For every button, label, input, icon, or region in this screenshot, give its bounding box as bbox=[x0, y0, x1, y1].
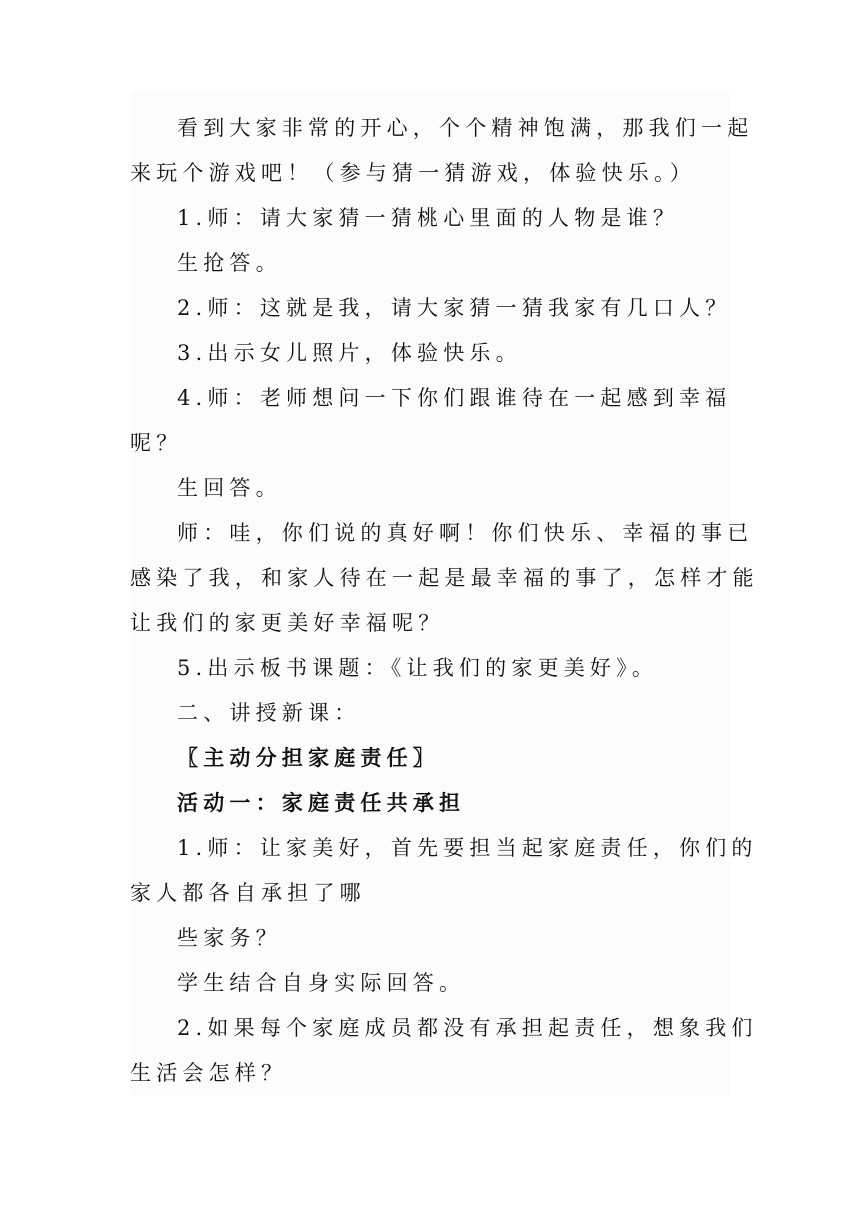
activity-heading: 活动一：家庭责任共承担 bbox=[177, 790, 466, 815]
text-line: 学生结合自身实际回答。 bbox=[177, 971, 466, 995]
text-line: 2.如果每个家庭成员都没有承担起责任，想象我们 bbox=[177, 1016, 758, 1040]
section-heading: 二、讲授新课： bbox=[177, 701, 361, 725]
text-line: 1.师：请大家猜一猜桃心里面的人物是谁？ bbox=[177, 206, 680, 230]
text-line: 看到大家非常的开心，个个精神饱满，那我们一起 bbox=[177, 116, 754, 140]
text-line: 呢？ bbox=[130, 431, 183, 455]
text-line: 感染了我，和家人待在一起是最幸福的事了，怎样才能 bbox=[130, 566, 759, 590]
document-page bbox=[130, 90, 759, 1096]
text-line: 1.师：让家美好，首先要担当起家庭责任，你们的 bbox=[177, 836, 758, 860]
text-line: 生回答。 bbox=[177, 476, 282, 500]
text-line: 让我们的家更美好幸福呢？ bbox=[130, 611, 445, 635]
text-line: 生活会怎样？ bbox=[130, 1061, 288, 1085]
text-line: 来玩个游戏吧！（参与猜一猜游戏，体验快乐。） bbox=[130, 161, 696, 185]
text-line: 家人都各自承担了哪 bbox=[130, 881, 366, 905]
text-line: 师：哇，你们说的真好啊！你们快乐、幸福的事已 bbox=[177, 521, 754, 545]
text-line: 2.师：这就是我，请大家猜一猜我家有几口人？ bbox=[177, 296, 732, 320]
text-line: 3.出示女儿照片，体验快乐。 bbox=[177, 341, 522, 365]
topic-heading: 〖主动分担家庭责任〗 bbox=[177, 745, 439, 770]
text-line: 些家务？ bbox=[177, 926, 282, 950]
text-line: 4.师：老师想问一下你们跟谁待在一起感到幸福 bbox=[177, 386, 732, 410]
text-line: 生抢答。 bbox=[177, 251, 282, 275]
text-line: 5.出示板书课题：《让我们的家更美好》。 bbox=[177, 656, 659, 680]
